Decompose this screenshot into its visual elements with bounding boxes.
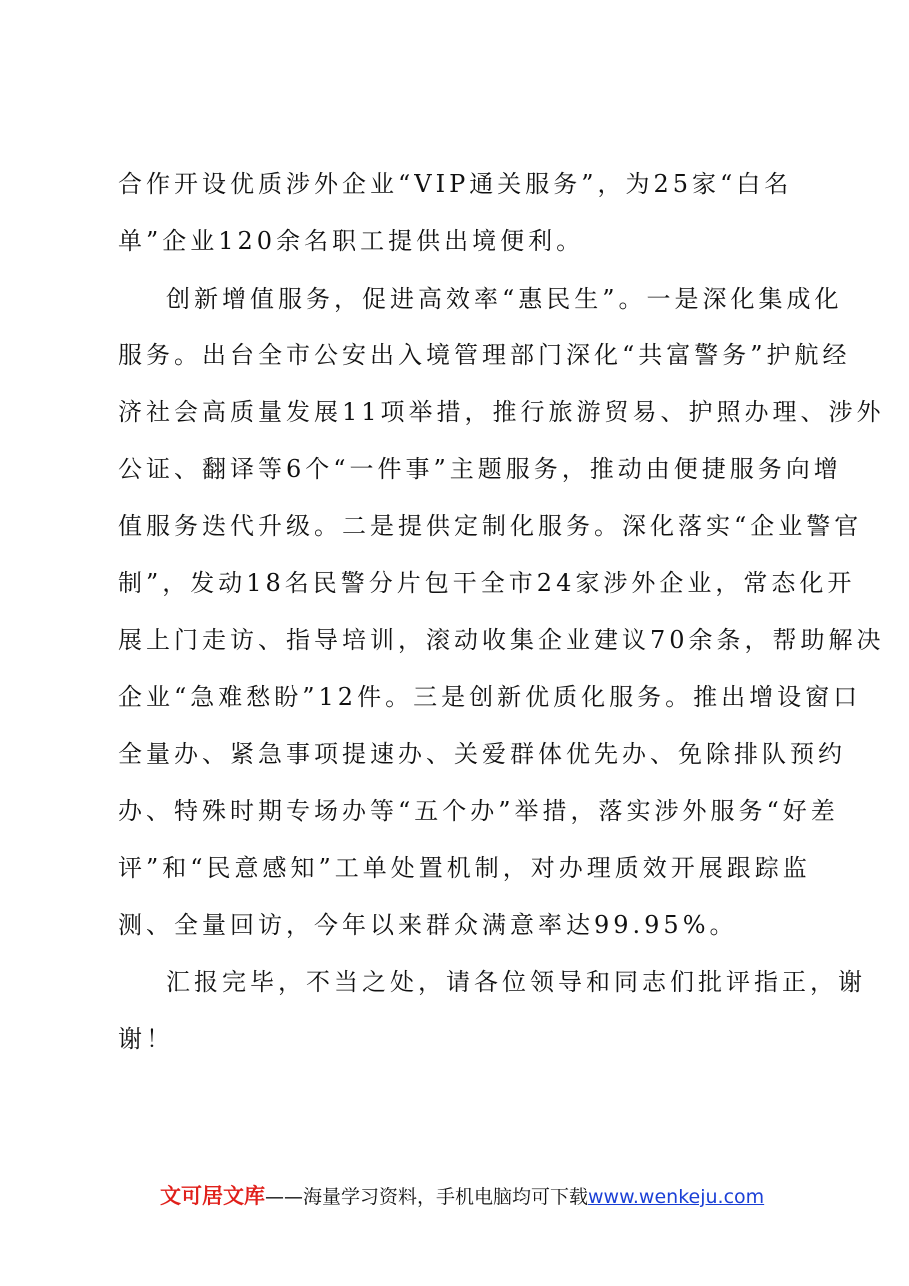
footer-tagline: ——海量学习资料，手机电脑均可下载 [265, 1186, 589, 1208]
paragraph-line: 制”，发动18名民警分片包干全市24家涉外企业，常态化开 [118, 569, 856, 597]
footer-url-link[interactable]: www.wenkeju.com [588, 1186, 765, 1208]
paragraph-line: 展上门走访、指导培训，滚动收集企业建议70余条，帮助解决 [118, 626, 885, 654]
paragraph-line: 全量办、紧急事项提速办、关爱群体优先办、免除排队预约 [118, 740, 846, 768]
paragraph-line: 汇报完毕，不当之处，请各位领导和同志们批评指正，谢 [166, 968, 866, 996]
paragraph-line: 办、特殊时期专场办等“五个办”举措，落实涉外服务“好差 [118, 797, 839, 825]
paragraph-line: 谢！ [118, 1025, 174, 1053]
paragraph-line: 评”和“民意感知”工单处置机制，对办理质效开展跟踪监 [118, 854, 811, 882]
paragraph-line: 测、全量回访，今年以来群众满意率达99.95%。 [118, 911, 738, 939]
paragraph-line: 公证、翻译等6个“一件事”主题服务，推动由便捷服务向增 [118, 455, 842, 483]
paragraph-line: 合作开设优质涉外企业“VIP通关服务”，为25家“白名 [118, 170, 793, 198]
paragraph-line: 企业“急难愁盼”12件。三是创新优质化服务。推出增设窗口 [118, 683, 862, 711]
paragraph-line: 服务。出台全市公安出入境管理部门深化“共富警务”护航经 [118, 341, 851, 369]
paragraph-line: 济社会高质量发展11项举措，推行旅游贸易、护照办理、涉外 [118, 398, 885, 426]
paragraph-line: 创新增值服务，促进高效率“惠民生”。一是深化集成化 [166, 285, 843, 313]
paragraph-line: 单”企业120余名职工提供出境便利。 [118, 227, 585, 255]
paragraph-line: 值服务迭代升级。二是提供定制化服务。深化落实“企业警官 [118, 512, 863, 540]
footer-banner [160, 1183, 860, 1210]
footer-brand: 文可居文库 [160, 1184, 265, 1208]
